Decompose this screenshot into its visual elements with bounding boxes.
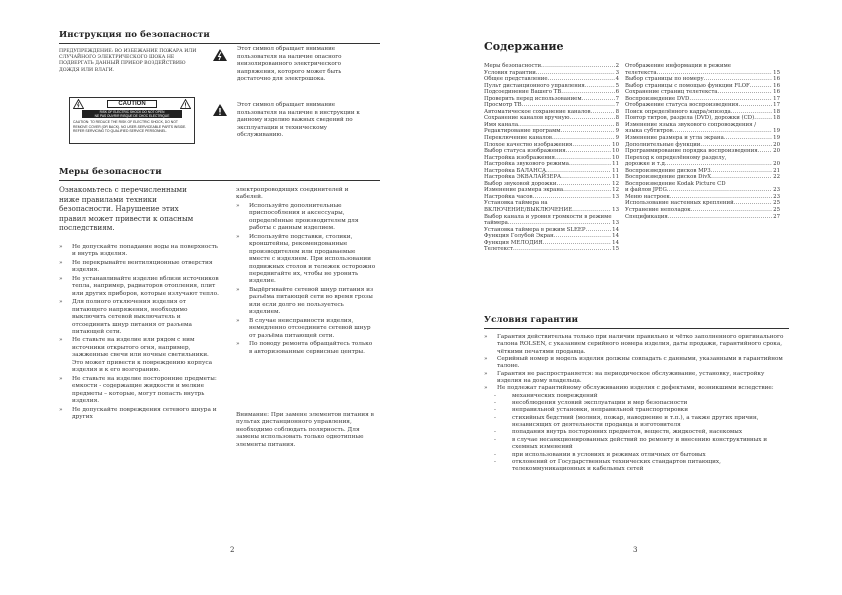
- toc-entry-page: 10: [612, 148, 619, 155]
- toc-entry-title: Меры безопасности: [484, 63, 542, 69]
- toc-entry-title: Воспроизведение дисков DivX: [625, 174, 712, 181]
- toc-entry-page: 13: [612, 220, 619, 227]
- toc-entry-title: Подсоединение Вашего ТВ: [484, 89, 562, 96]
- list-item-text: Выдёргивайте сетевой шнур питания из разъёма питающей сети во время грозы или если долго не пользуетесь изделием.: [249, 286, 374, 316]
- toc-entry-title: Условия гарантии: [484, 69, 536, 76]
- toc-entry-title: Дополнительные функции: [625, 141, 701, 148]
- toc-entry-page: 14: [612, 239, 619, 246]
- safety-list-col1: [59, 244, 219, 422]
- toc-entry-page: 3: [615, 69, 619, 76]
- bullet-mark: »: [59, 275, 63, 282]
- warranty-list: [484, 334, 789, 474]
- sub-list-item: [484, 437, 789, 452]
- toc-entry-page: 19: [773, 128, 780, 135]
- toc-entry-title: Повтор титров, раздела (DVD), дорожки (CD): [625, 115, 755, 122]
- list-item-text: В случае неисправности изделия, немедленно отсоедините сетевой шнур от разъёма питающей сети.: [249, 317, 371, 339]
- bullet-mark: »: [59, 337, 63, 344]
- sub-item-text: несоблюдения условий эксплуатации и мер безопасности: [512, 400, 688, 407]
- toc-entry-title: Выбор звуковой дорожки: [484, 180, 557, 187]
- toc-entry-page: 9: [615, 135, 619, 142]
- toc-entry-page: 22: [773, 174, 780, 181]
- exclamation-triangle-icon: [180, 99, 191, 109]
- warranty-title: Условия гарантии: [484, 315, 579, 325]
- sub-list-item: [484, 407, 789, 414]
- toc-entry-title: Изменение размера и угла экрана: [625, 135, 724, 142]
- toc-entry-page: 27: [773, 213, 780, 220]
- toc-leader-dots: [668, 214, 772, 221]
- toc-entry-title: Выбор статуса изображения: [484, 148, 566, 155]
- toc-entry-title: Отображение информации в режиме: [625, 63, 731, 69]
- toc-entry-page: 17: [773, 102, 780, 109]
- toc-entry-title: языка субтитров: [625, 128, 673, 135]
- toc-entry-page: 10: [612, 154, 619, 161]
- toc-entry-title: Выбор страницы по номеру: [625, 76, 704, 83]
- safety-rule: [59, 180, 380, 181]
- toc-entry-title: Установка таймера на: [484, 200, 548, 207]
- dash-mark: -: [494, 436, 496, 443]
- toc-entry-title: дорожке и т.д.: [625, 161, 667, 168]
- toc-entry-title: и файлов JPEG: [625, 187, 667, 194]
- lightning-triangle-icon: [73, 99, 84, 109]
- bullet-mark: »: [484, 370, 488, 377]
- list-item: [236, 234, 376, 286]
- toc-entry-page: 20: [773, 161, 780, 168]
- toc-entry-title: Воспроизведение DVD: [625, 95, 690, 102]
- list-item-text: Не допускайте попадание воды на поверхность и внутрь изделия.: [72, 244, 218, 258]
- toc-entry-title: Настройка ЭКВАЛАЙЗЕРА: [484, 174, 562, 181]
- toc-entry-title: телетекста: [625, 69, 657, 76]
- toc-entry-page: 10: [612, 141, 619, 148]
- bullet-mark: »: [236, 202, 240, 209]
- toc-entry-page: 15: [612, 246, 619, 253]
- toc-entry-title: ВКЛЮЧЕНИЕ/ВЫКЛЮЧЕНИЕ: [484, 207, 573, 214]
- toc-entry-page: 4: [615, 76, 619, 83]
- toc-entry-title: Функция МЕЛОДИЯ: [484, 239, 543, 246]
- toc-entry-title: Устранение неполадок: [625, 207, 691, 214]
- list-item: [59, 299, 219, 336]
- toc-column-2: [625, 63, 780, 220]
- dash-mark: -: [494, 407, 496, 414]
- list-item-text: Не допускайте повреждения сетевого шнура и других: [72, 406, 217, 420]
- toc-entry-page: 14: [612, 226, 619, 233]
- toc-entry-title: Редактирование программ: [484, 128, 561, 135]
- warning-text: ПРЕДУПРЕЖДЕНИЕ: ВО ИЗБЕЖАНИЕ ПОЖАРА ИЛИ СЛУЧАЙНОГО ЭЛЕКТРИЧЕСКОГО ШОКА НЕ ПОДВЕРГАТЬ ДАННЫЙ ПРИБОР ВОЗДЕЙСТВИЮ ДОЖДЯ ИЛИ ВЛАГИ.: [59, 49, 197, 73]
- toc-entry-title: Настройка часов: [484, 193, 533, 200]
- list-item-text: Для полного отключения изделия от питающего напряжения, необходимо выключить сетевой выключатель и отсоединить шнур питания от разъема питающей сети.: [72, 299, 193, 335]
- caution-line-2: NE PAS OUVRIR RISQUE DE CHOC ELECTRIQUE: [94, 114, 170, 118]
- bullet-mark: »: [59, 259, 63, 266]
- list-item: [59, 407, 219, 422]
- list-item-text: Не устанавливайте изделие вблизи источников тепла, например, радиаторов отопления, плит или других приборов, которые излучают тепло.: [72, 275, 219, 297]
- toc-entry-title: Автоматическое сохранение каналов: [484, 108, 591, 115]
- list-item: [59, 376, 219, 406]
- bullet-mark: »: [484, 334, 488, 340]
- list-item-text: Используйте дополнительные приспособления и аксессуары, определённые производителем для работы с данным изделием.: [249, 202, 359, 232]
- toc-entry: [484, 246, 619, 253]
- toc-entry-title: Воспроизведение Kodak Picture CD: [625, 180, 726, 187]
- toc-entry-page: 25: [773, 207, 780, 214]
- toc-entry-title: Меню настроек: [625, 193, 670, 200]
- dash-mark: -: [494, 414, 496, 421]
- bullet-mark: »: [59, 299, 63, 306]
- list-item: [484, 334, 789, 356]
- toc-entry-page: 18: [773, 108, 780, 115]
- toc-entry-title: Просмотр ТВ: [484, 102, 522, 109]
- toc-entry-page: 12: [612, 187, 619, 194]
- toc-entry-page: 8: [615, 121, 619, 128]
- bullet-mark: »: [236, 286, 240, 293]
- list-item: [484, 356, 789, 371]
- toc-entry-title: Изменение размера экрана: [484, 187, 564, 194]
- list-item: [59, 276, 219, 298]
- toc-entry-title: Переключение каналов: [484, 135, 552, 142]
- warranty-rule: [484, 328, 789, 329]
- list-item: [59, 244, 219, 259]
- sub-item-text: в случае несанкционированных действий по ремонту и внесению конструктивных и схемных изменений: [512, 436, 768, 451]
- toc-entry-page: 13: [612, 193, 619, 200]
- toc-entry-title: Поиск определённого кадра/эпизода: [625, 108, 731, 115]
- toc-entry-page: 7: [615, 102, 619, 109]
- toc-entry-page: 23: [773, 193, 780, 200]
- toc-entry-title: Отображение статуса воспроизведения: [625, 102, 739, 109]
- safety-intro: Ознакомьтесь с перечисленными ниже правилами техники безопасности. Нарушение этих правил может привести к опасным последствиям.: [59, 185, 194, 233]
- sub-list-item: [484, 400, 789, 407]
- list-item: [59, 260, 219, 275]
- toc-entry-title: Выбор канала и уровня громкости в режиме: [484, 213, 612, 220]
- page-number-left: 2: [230, 546, 235, 554]
- toc-title: Содержание: [484, 40, 564, 53]
- bullet-mark: »: [59, 406, 63, 413]
- list-item-text: По поводу ремонта обращайтесь только в авторизованные сервисные центры.: [249, 341, 373, 355]
- toc-entry-page: 20: [773, 141, 780, 148]
- dash-mark: -: [494, 451, 496, 458]
- toc-entry-title: Плохое качество изображения: [484, 141, 573, 148]
- toc-entry-page: 20: [773, 148, 780, 155]
- bullet-mark: »: [59, 375, 63, 382]
- dash-mark: -: [494, 392, 496, 399]
- list-item: [484, 371, 789, 386]
- toc-entry-page: 6: [615, 89, 619, 96]
- toc-entry-title: Переход к определённому разделу,: [625, 154, 727, 161]
- caution-header: [70, 98, 194, 109]
- safety-heading: Меры безопасности: [59, 167, 162, 177]
- list-item: [236, 341, 376, 356]
- toc-entry-title: Пульт дистанционного управления: [484, 82, 585, 89]
- symbol-note-2: Этот символ обращает внимание пользователя на наличие в инструкции к данному изделию важных сведений по эксплуатации и техническому обслуживанию.: [237, 102, 360, 138]
- list-item: [484, 385, 789, 392]
- page-number-right: 3: [633, 546, 638, 554]
- dash-mark: -: [494, 458, 496, 465]
- toc-entry-page: 2: [615, 63, 619, 69]
- toc-entry-page: 21: [773, 167, 780, 174]
- toc-leader-dots: [754, 115, 772, 122]
- lightning-warning-icon: [212, 48, 228, 62]
- toc-entry-title: таймера: [484, 220, 508, 227]
- toc-entry-title: Настройка звукового режима: [484, 161, 569, 168]
- caution-band: [82, 110, 182, 118]
- sub-list-item: [484, 415, 789, 430]
- sub-item-text: попадания внутрь посторонних предметов, веществ, жидкостей, насекомых: [512, 429, 743, 436]
- sub-item-text: при использовании в условиях и режимах отличных от бытовых: [512, 451, 706, 458]
- caution-label: [69, 97, 195, 144]
- exclamation-warning-icon: [212, 103, 228, 117]
- toc-entry-title: Функция Голубой Экран: [484, 233, 554, 240]
- caution-body: CAUTION: TO REDUCE THE RISK OF ELECTRIC SHOCK, DO NOT REMOVE COVER (OR BACK). NO USER-SERVICEABLE PARTS INSIDE. REFER SERVICING TO QUALIFIED SERVICE PERSONNEL.: [73, 120, 187, 134]
- toc-entry-page: 11: [612, 167, 619, 174]
- toc-entry-page: 16: [773, 89, 780, 96]
- sub-list-item: [484, 459, 789, 474]
- list-item: [236, 318, 376, 340]
- toc-entry-page: 14: [612, 233, 619, 240]
- toc-entry-title: Спецификация: [625, 213, 668, 220]
- bullet-mark: »: [236, 341, 240, 348]
- symbol-note-1: Этот символ обращает внимание пользователя на наличие опасного неизолированного электрического напряжения, которого может быть достаточно для электрошока.: [237, 46, 342, 82]
- bullet-mark: »: [59, 244, 63, 250]
- sub-list-item: [484, 393, 789, 400]
- toc-entry-page: 23: [773, 187, 780, 194]
- toc-entry-title: Телетекст: [484, 246, 513, 253]
- sub-list-item: [484, 429, 789, 436]
- toc-entry-page: 12: [612, 180, 619, 187]
- sub-list-item: [484, 452, 789, 459]
- toc-leader-dots: [758, 148, 772, 155]
- toc-entry-page: 11: [612, 174, 619, 181]
- safety-instructions-title: Инструкция по безопасности: [59, 30, 210, 40]
- toc-entry-page: 16: [773, 76, 780, 83]
- toc-entry-page: 11: [612, 161, 619, 168]
- toc-entry-title: Изменение языка звукового сопровождения /: [625, 121, 757, 128]
- bullet-mark: »: [484, 385, 488, 392]
- list-item-text: Не подлежат гарантийному обслуживанию изделия с дефектами, возникшими вследствие:: [497, 385, 774, 392]
- toc-entry-title: Общее представление: [484, 76, 548, 83]
- dash-mark: -: [494, 400, 496, 407]
- list-item: [236, 287, 376, 317]
- bullet-mark: »: [236, 233, 240, 240]
- toc-entry-page: 25: [773, 200, 780, 207]
- dash-mark: -: [494, 429, 496, 436]
- toc-column-1: [484, 63, 619, 253]
- sub-item-text: отклонений от Государственных технических стандартов питающих, телекоммуникационных и кабельных сетей: [512, 458, 721, 473]
- toc-entry-title: Использование настенных креплений: [625, 200, 734, 207]
- sub-item-text: стихийных бедствий (молния, пожар, наводнение и т.п.), а также других причин, независящих от деятельности продавца и изготовителя: [512, 414, 759, 429]
- caution-line-1: RISK OF ELECTRIC SHOCK DO NOT OPEN: [99, 110, 165, 114]
- col2-continuation: электропроводящих соединителей и кабелей.: [236, 187, 349, 201]
- toc-entry-page: 19: [773, 135, 780, 142]
- toc-entry-page: 17: [773, 95, 780, 102]
- list-item-text: Не ставьте на изделие или рядом с ним источники открытого огня, например, зажженные свечи или ночные светильники. Это может привести к повреждению корпуса изделия и к его возгоранию.: [72, 337, 213, 374]
- toc-entry-page: 16: [773, 82, 780, 89]
- list-item-text: Не ставьте на изделие посторонние предметы: емкости - содержащие жидкости и мелкие предметы – которые, могут попасть внутрь изделия.: [72, 375, 217, 405]
- toc-entry-title: Настройка изображения: [484, 154, 555, 161]
- toc-entry-title: Сохранение страниц телетекста: [625, 89, 718, 96]
- list-item-text: Серийный номер и модель изделия должны совпадать с данными, указанными в гарантийном талоне.: [497, 356, 783, 370]
- sub-item-text: неправильной установки, неправильной транспортировки: [512, 407, 688, 414]
- toc-entry-page: 7: [615, 95, 619, 102]
- bullet-mark: »: [484, 356, 488, 363]
- toc-entry-title: Настройка БАЛАНСА: [484, 167, 547, 174]
- toc-entry-title: Воспроизведение дисков MP3: [625, 167, 711, 174]
- list-item-text: Гарантия не распространяется: на периодическое обслуживание, установку, настройку изделия на дому владельца.: [497, 370, 765, 385]
- toc-entry-title: Выбор страницы с помощью функции FLOF: [625, 82, 750, 89]
- safety-list-col2: [236, 187, 376, 357]
- caution-title: CAUTION: [107, 100, 156, 108]
- list-item: [236, 203, 376, 233]
- list-item-text: Гарантия действительна только при наличии правильно и чётко заполненного оригинального талона ROLSEN, с указанием серийного номера изделия, даты продажи, гарантийного срока, чёткими печатями продавца.: [497, 334, 784, 355]
- remote-note: Внимание: При замене элементов питания в пультах дистанционного управления, необходимо соблюдать полярность. Для замены использовать только однотипные элементы питания.: [236, 412, 374, 448]
- toc-entry-title: Проверить перед использованием: [484, 95, 582, 102]
- list-item: [59, 337, 219, 374]
- list-item-text: Используйте подставки, столики, кронштейны, рекомендованные производителем или продаваемые вместе с изделием. При использовании подвижных столов и тележек осторожно передвигайте их, чтобы не уронить изделие.: [249, 233, 376, 285]
- toc-entry-page: 8: [615, 108, 619, 115]
- toc-entry-title: Имя канала: [484, 121, 519, 128]
- sub-item-text: механических повреждений: [512, 392, 598, 399]
- bullet-mark: »: [236, 317, 240, 324]
- toc-leader-dots: [513, 246, 611, 253]
- toc-entry-title: Программирование порядка воспроизведения: [625, 148, 758, 155]
- toc-entry-title: Сохранение каналов вручную: [484, 115, 570, 122]
- toc-entry-page: 8: [615, 115, 619, 122]
- toc-entry-page: 15: [773, 69, 780, 76]
- toc-entry-page: 9: [615, 128, 619, 135]
- title-rule: [59, 43, 380, 44]
- toc-entry-page: 5: [615, 82, 619, 89]
- list-item-text: Не перекрывайте вентиляционные отверстия изделия.: [72, 259, 213, 274]
- toc-entry-title: Установка таймера в режим SLEEP: [484, 226, 586, 233]
- toc-entry: [625, 214, 780, 221]
- toc-entry-page: 13: [612, 207, 619, 214]
- toc-entry-page: 18: [773, 115, 780, 122]
